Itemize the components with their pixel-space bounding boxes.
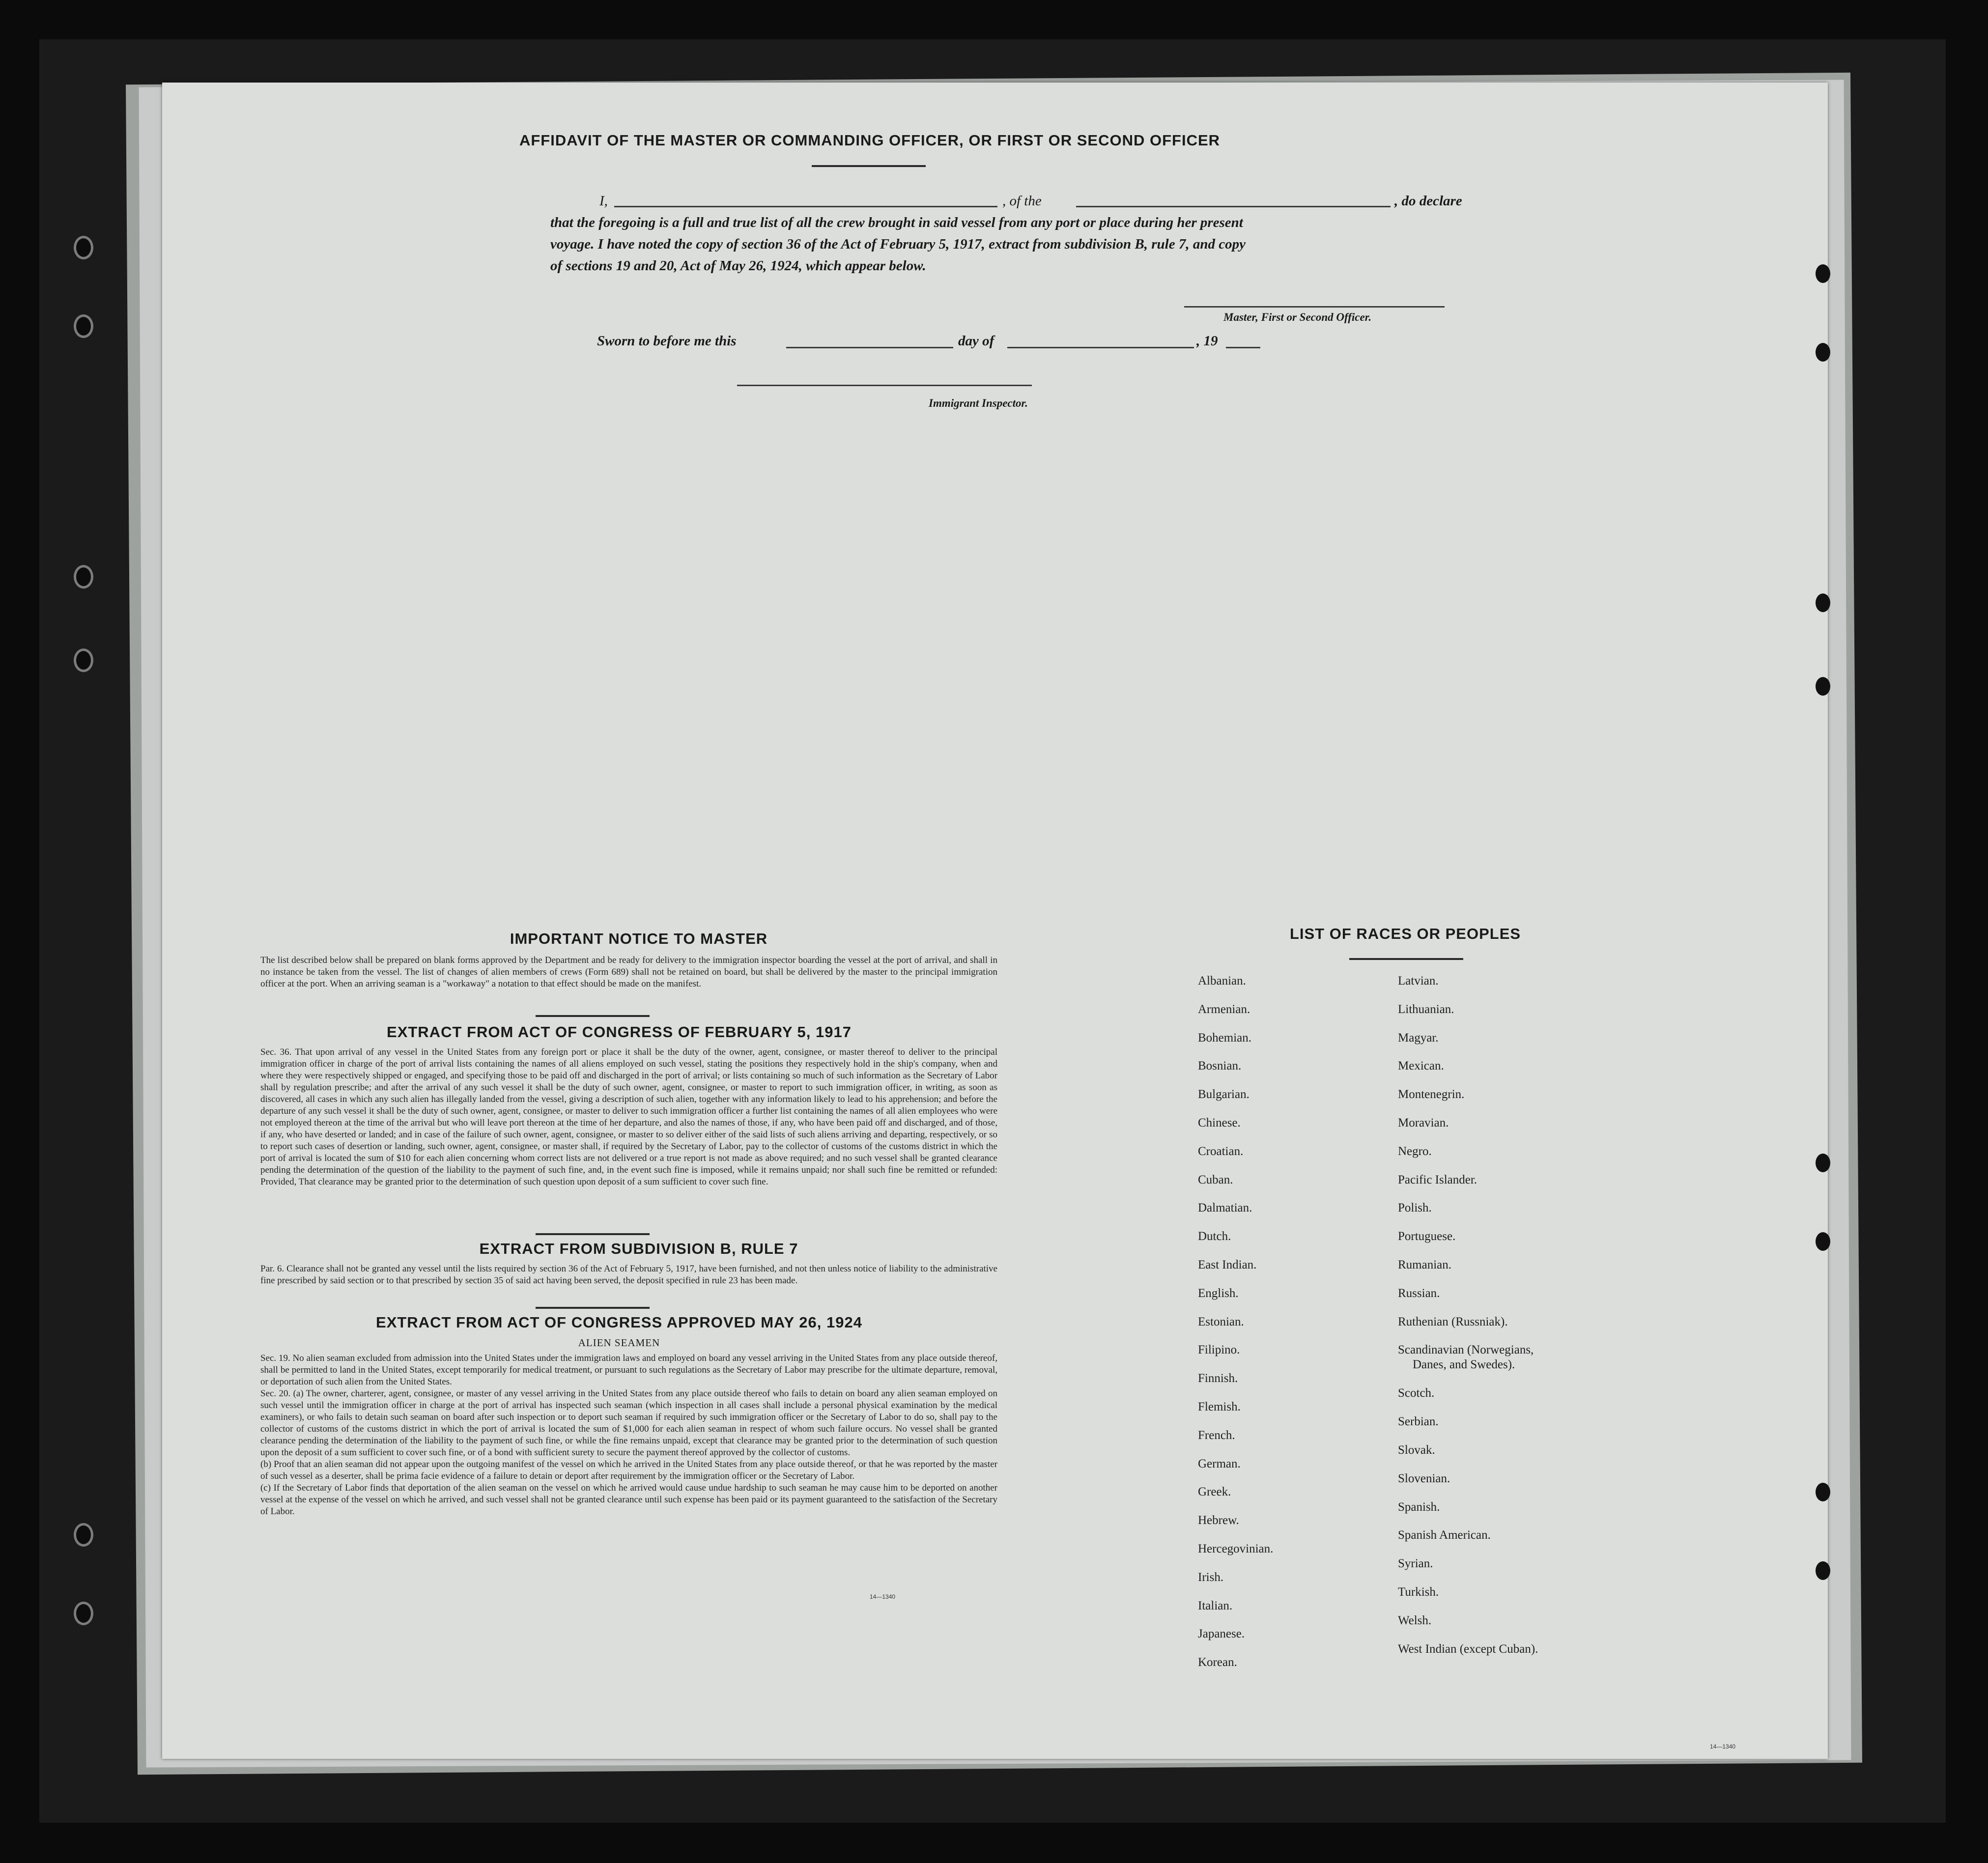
sec20c-text: (c) If the Secretary of Labor finds that deportation of the alien seaman on the vessel on which he arrived would cause undue hardship to such seaman he may cause him to be deported on another vessel at the expense of the vessel on which he arrived, and such vessel shall not be granted clearance until such expense has been paid or its payment guaranteed to the satisfaction of the Secretary of Labor. xyxy=(260,1483,997,1517)
race-item: Croatian. xyxy=(1198,1144,1244,1158)
sec20a-text: Sec. 20. (a) The owner, charterer, agent, consignee, or master of any vessel arriving in the United States from any place outside thereof who fails to detain on board any alien seaman employed on such vessel until the immigration officer in charge at the port of arrival has inspected such seaman (which inspection in all cases shall include a personal physical examination by the medical examiners), or who fails to detain such seaman on board after such inspection or to deport such seaman if required by such immigration officer or the Secretary of Labor to do so, shall pay to the collector of customs of the customs district in which the port of arrival is located the sum of $1,000 for each alien seaman in respect of whom such failure occurs. No vessel shall be granted clearance pending the determination of the liability to the payment of such fine, or while the fine remains unpaid, except that clearance may be granted prior to the determination of such question upon the deposit of a sum sufficient to cover such fine, or of a bond with sufficient surety to secure the payment thereof approved by the collector of customs. xyxy=(260,1388,997,1458)
races-title: LIST OF RACES OR PEOPLES xyxy=(1289,925,1521,942)
day-of-label: day of xyxy=(958,333,994,349)
sec20b-text: (b) Proof that an alien seaman did not appear upon the outgoing manifest of the vessel on which he arrived in the United States from any place outside thereof, or that he was reported by the master of such vessel as a deserter, shall be prima facie evidence of a failure to detain or deport after requirement by the immigration officer or the Secretary of Labor. xyxy=(260,1459,997,1481)
races-title-rule xyxy=(1349,958,1463,960)
affidavit-body xyxy=(162,193,1828,370)
race-item: Dutch. xyxy=(1198,1230,1231,1243)
race-item: French. xyxy=(1198,1428,1235,1442)
race-item: Dalmatian. xyxy=(1198,1201,1252,1215)
race-item: Danes, and Swedes). xyxy=(1413,1358,1515,1372)
race-item: Latvian. xyxy=(1398,974,1439,988)
race-item: Irish. xyxy=(1198,1570,1224,1584)
extract-1917-text: Sec. 36. That upon arrival of any vessel in the United States from any foreign port or place it shall be the duty of the owner, agent, consignee, or master thereof to deliver to the principal immigration officer in charge of the port of arrival lists containing the names of all aliens employed on such vessel, stating the positions they respectively hold in the ship's company, when and where they were respectively shipped or engaged, and specifying those to be paid off and discharged in the port of arrival; or lists containing so much of such information as the Secretary of Labor shall by regulation prescribe; and after the arrival of any such vessel it shall be the duty of such owner, agent, consignee, or master to report to such immigration officer, in writing, as soon as discovered, all cases in which any such alien has illegally landed from the vessel, giving a description of such alien, together with any information likely to lead to his apprehension; and before the departure of any such vessel it shall be the duty of such owner, agent, consignee, or master to deliver to such immigration officer a further list containing the names of all alien employees who were not employed thereon at the time of the arrival but who will leave port thereon at the time of her departure, and also the names of those, if any, who have been paid off and discharged, and of those, if any, who have deserted or landed; and in case of the failure of such owner, agent, consignee, or master to so deliver either of the said lists of such aliens arriving and departing, respectively, or so to report such cases of desertion or landing, such owner, agent, consignee, or master shall, if required by the Secretary of Labor, pay to the collector of customs of the customs district in which the port of arrival is located the sum of $10 for each alien concerning whom correct lists are not delivered or a true report is not made as above required; and no such vessel shall be granted clearance pending the determination of the question of the liability to the payment of such fine, and, in the event such fine is imposed, while it remains unpaid; nor shall such fine be remitted or refunded: Provided, That clearance may be granted prior to the determination of such question upon deposit of a sum sufficient to cover such fine. xyxy=(260,1047,997,1187)
race-item: Hebrew. xyxy=(1198,1514,1239,1527)
affidavit-title: AFFIDAVIT OF THE MASTER OR COMMANDING OFFICER, OR FIRST OR SECOND OFFICER xyxy=(519,132,1221,149)
race-item: Welsh. xyxy=(1398,1613,1432,1627)
race-item: Syrian. xyxy=(1398,1557,1433,1571)
sec19-text: Sec. 19. No alien seaman excluded from admission into the United States under the immigration laws and employed on board any vessel arriving in the United States from any place outside thereof, shall be permitted to land in the United States, except temporarily for medical treatment, or pursuant to such regulations as the Secretary of Labor may prescribe for the ultimate departure, removal, or deportation of such alien from the United States. xyxy=(260,1353,997,1387)
sworn-label: Sworn to before me this xyxy=(597,333,737,349)
race-item: Scandinavian (Norwegians, xyxy=(1398,1343,1534,1357)
races-column-2 xyxy=(1398,967,1538,1663)
race-item: Negro. xyxy=(1398,1144,1432,1158)
title-rule xyxy=(812,165,926,167)
race-item: Turkish. xyxy=(1398,1585,1439,1599)
footer-form-number: 14—1340 xyxy=(1710,1743,1736,1750)
race-item: Lithuanian. xyxy=(1398,1002,1454,1016)
race-item: Portuguese. xyxy=(1398,1230,1456,1243)
vessel-blank xyxy=(1076,206,1391,207)
notice-text: The list described below shall be prepared on blank forms approved by the Department and be ready for delivery to the immigration inspector boarding the vessel at the port of arrival, and shall in no instance be taken from the vessel. The list of changes of alien members of crews (Form 689) shall not be retained on board, but shall be delivered by the master to the principal immigration officer at the port. When an arriving seaman is a "workaway" a notation to that effect should be made on the manifest. xyxy=(260,955,997,989)
race-item: Flemish. xyxy=(1198,1400,1241,1413)
name-blank xyxy=(614,206,997,207)
race-item: Japanese. xyxy=(1198,1627,1245,1641)
race-item: Bosnian. xyxy=(1198,1059,1242,1073)
race-item: Cuban. xyxy=(1198,1173,1233,1186)
inspector-signature-line[interactable] xyxy=(737,385,1032,386)
sworn-month-blank[interactable] xyxy=(1007,347,1194,348)
race-item: Italian. xyxy=(1198,1599,1233,1612)
extract-rule7-text: Par. 6. Clearance shall not be granted any vessel until the lists required by section 36 of the Act of February 5, 1917, have been furnished, and not then unless notice of liability to the administrative fine prescribed by said section or to that prescribed by section 35 of said act having been served, the deposit specified in rule 23 has been made. xyxy=(260,1264,997,1286)
master-signature-line[interactable] xyxy=(1184,306,1445,308)
race-item: Ruthenian (Russniak). xyxy=(1398,1315,1508,1328)
extract-rule7-rule xyxy=(536,1307,650,1309)
race-item: Bulgarian. xyxy=(1198,1088,1250,1101)
binder-hole xyxy=(74,565,93,589)
race-item: Albanian. xyxy=(1198,974,1246,988)
races-column-1 xyxy=(1198,967,1273,1677)
race-item: Magyar. xyxy=(1398,1031,1439,1044)
race-item: Armenian. xyxy=(1198,1002,1250,1016)
affidavit-line3: voyage. I have noted the copy of section 36 of the Act of February 5, 1917, extract from subdivision B, rule 7, and copy xyxy=(550,236,1246,252)
extract-1924-body xyxy=(260,1353,997,1518)
extract-1917-title: EXTRACT FROM ACT OF CONGRESS OF FEBRUARY 5, 1917 xyxy=(387,1023,852,1041)
binder-hole xyxy=(74,314,93,338)
punch-hole xyxy=(1816,1561,1830,1580)
race-item: Mexican. xyxy=(1398,1059,1444,1073)
master-signature-caption: Master, First or Second Officer. xyxy=(1223,311,1372,323)
punch-hole xyxy=(1816,593,1830,612)
race-item: Spanish. xyxy=(1398,1500,1440,1514)
affidavit-i-label: I, xyxy=(599,193,608,209)
inspector-caption: Immigrant Inspector. xyxy=(929,397,1028,409)
extract-rule7-title: EXTRACT FROM SUBDIVISION B, RULE 7 xyxy=(479,1240,798,1257)
affidavit-line4: of sections 19 and 20, Act of May 26, 1924, which appear below. xyxy=(550,258,926,274)
race-item: West Indian (except Cuban). xyxy=(1398,1642,1538,1656)
binder-hole xyxy=(74,1523,93,1547)
binder-hole xyxy=(74,1602,93,1625)
sworn-day-blank[interactable] xyxy=(786,347,953,348)
punch-hole xyxy=(1816,1232,1830,1251)
extract-1924-title: EXTRACT FROM ACT OF CONGRESS APPROVED MAY 26, 1924 xyxy=(376,1314,862,1331)
race-item: Montenegrin. xyxy=(1398,1088,1465,1101)
race-item: Moravian. xyxy=(1398,1116,1449,1129)
race-item: Filipino. xyxy=(1198,1343,1240,1357)
race-item: Polish. xyxy=(1398,1201,1432,1215)
notice-title: IMPORTANT NOTICE TO MASTER xyxy=(510,930,768,947)
extract-1917-rule xyxy=(536,1233,650,1235)
affidavit-declare-label: , do declare xyxy=(1394,193,1462,209)
punch-hole xyxy=(1816,1154,1830,1172)
year-label: , 19 xyxy=(1196,333,1218,349)
race-item: Bohemian. xyxy=(1198,1031,1252,1044)
race-item: English. xyxy=(1198,1286,1239,1300)
alien-seamen-subtitle: ALIEN SEAMEN xyxy=(578,1337,660,1349)
affidavit-line2: that the foregoing is a full and true list of all the crew brought in said vessel from any port or place during her present xyxy=(550,215,1243,230)
race-item: German. xyxy=(1198,1457,1241,1470)
race-item: Spanish American. xyxy=(1398,1528,1491,1542)
affidavit-of-the-label: , of the xyxy=(1002,193,1042,209)
race-item: Rumanian. xyxy=(1398,1258,1452,1271)
punch-hole xyxy=(1816,1483,1830,1501)
race-item: Russian. xyxy=(1398,1286,1440,1300)
binder-hole xyxy=(74,236,93,259)
punch-hole xyxy=(1816,677,1830,696)
notice-rule xyxy=(536,1015,650,1017)
race-item: East Indian. xyxy=(1198,1258,1257,1271)
race-item: Korean. xyxy=(1198,1656,1237,1669)
race-item: Hercegovinian. xyxy=(1198,1542,1274,1555)
extract-form-number: 14—1340 xyxy=(870,1593,896,1600)
race-item: Scotch. xyxy=(1398,1386,1435,1400)
race-item: Slovak. xyxy=(1398,1443,1435,1457)
race-item: Finnish. xyxy=(1198,1372,1238,1385)
race-item: Serbian. xyxy=(1398,1415,1439,1429)
race-item: Slovenian. xyxy=(1398,1471,1450,1485)
document-page xyxy=(162,83,1828,1759)
sworn-year-blank[interactable] xyxy=(1226,347,1260,348)
race-item: Chinese. xyxy=(1198,1116,1241,1129)
race-item: Greek. xyxy=(1198,1485,1231,1499)
race-item: Pacific Islander. xyxy=(1398,1173,1477,1186)
binder-hole xyxy=(74,649,93,672)
race-item: Estonian. xyxy=(1198,1315,1244,1328)
